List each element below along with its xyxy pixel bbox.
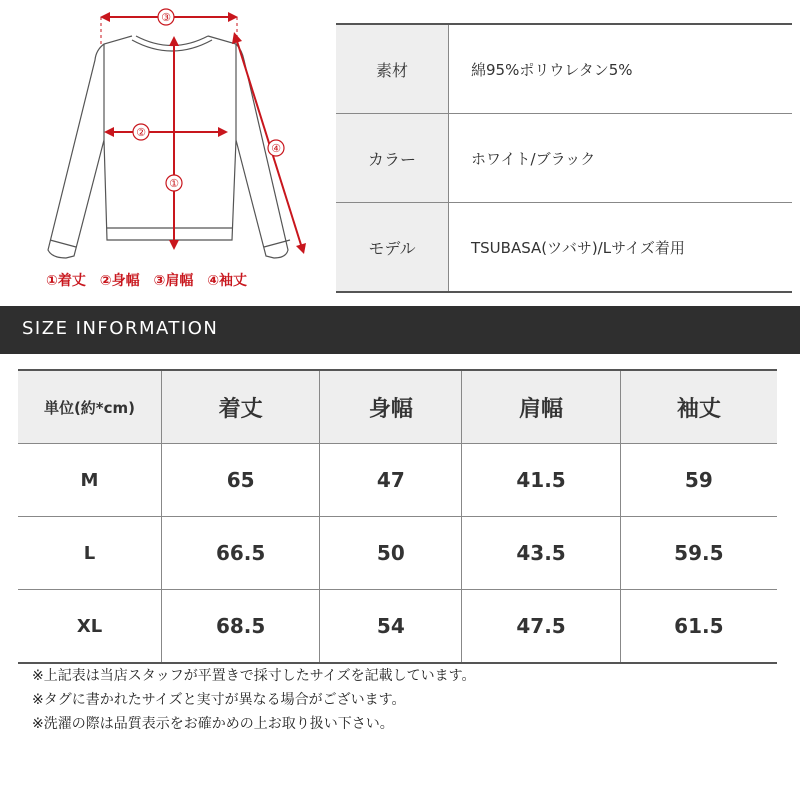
note-line: ※上記表は当店スタッフが平置きで採寸したサイズを記載しています。 [32,668,476,684]
header-body-width: 身幅 [320,370,462,444]
table-row [18,444,777,517]
size-label: M [18,444,162,517]
cell-sleeve: 61.5 [674,614,724,638]
legend-shoulder: ③肩幅 [153,273,194,289]
header-length: 着丈 [162,370,320,444]
note-line: ※タグに書かれたサイズと実寸が異なる場合がございます。 [32,692,406,708]
spec-label: 素材 [336,24,449,114]
spec-table [336,23,792,293]
spec-label: モデル [336,203,449,293]
cell-sleeve: 59.5 [620,517,777,590]
marker-length: ① [169,177,179,190]
garment-diagram [0,0,330,300]
spec-label: カラー [336,114,449,203]
size-info-banner [0,306,800,354]
cell-shoulder: 41.5 [462,444,620,517]
spec-value: TSUBASA(ツバサ)/Lサイズ着用 [471,238,685,257]
size-label: XL [18,590,162,664]
cell-length: 65 [162,444,320,517]
legend-sleeve: ④袖丈 [207,273,248,289]
spec-row-material [336,24,792,114]
spec-value: ホワイト/ブラック [449,114,793,203]
cell-length: 66.5 [162,517,320,590]
size-info-heading: SIZE INFORMATION [22,318,219,339]
header-unit: 単位(約*cm) [18,370,162,444]
size-table-header [18,370,777,444]
cell-body-width: 54 [320,590,462,664]
measurement-legend [46,270,256,290]
note-line: ※洗濯の際は品質表示をお確かめの上お取り扱い下さい。 [32,716,394,732]
header-sleeve: 袖丈 [620,370,777,444]
cell-body-width: 47 [320,444,462,517]
notes [32,664,476,736]
marker-sleeve: ④ [271,142,281,155]
marker-shoulder: ③ [161,11,171,24]
cell-body-width: 50 [320,517,462,590]
sweatshirt-illustration [0,0,330,300]
cell-length: 68.5 [162,590,320,664]
header-shoulder: 肩幅 [462,370,620,444]
marker-body-width: ② [136,126,146,139]
table-row [18,517,777,590]
legend-length: ①着丈 [46,273,86,289]
cell-sleeve: 59 [620,444,777,517]
cell-shoulder: 47.5 [462,590,620,664]
legend-body-width: ②身幅 [99,273,140,289]
table-row [18,590,777,664]
spec-row-model [336,203,792,293]
size-table [18,369,777,664]
cell-shoulder: 43.5 [462,517,620,590]
size-label: L [18,517,162,590]
spec-value: 綿95%ポリウレタン5% [449,24,793,114]
spec-row-color [336,114,792,203]
